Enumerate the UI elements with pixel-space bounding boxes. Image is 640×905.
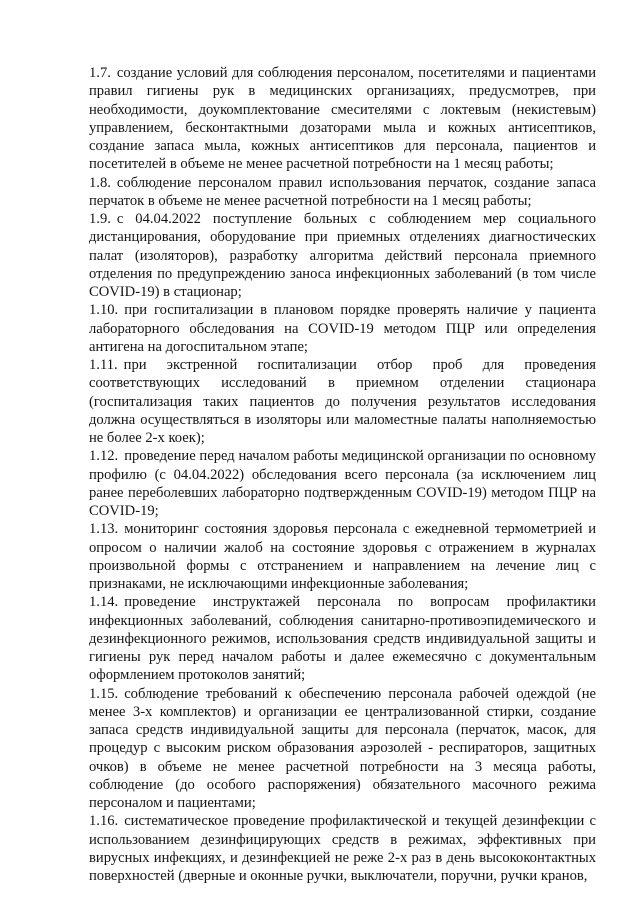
paragraph-number: 1.8. [89,174,111,191]
document-page [89,64,596,885]
paragraph-number: 1.15. [89,685,119,702]
paragraph-1-8 [89,174,596,211]
paragraph-1-9 [89,210,596,301]
paragraph-number: 1.9. [89,211,111,227]
paragraph-1-7 [89,64,596,174]
paragraph-text: проведение перед началом работы медицинской организации по основному профилю (с 04.04.2022) обследования всего персонала (за исключением лиц ранее переболевших лабораторно подтвержденным COVID-19) методом ПЦР на COVID-19; [89,448,596,519]
paragraph-number: 1.10. [89,302,119,319]
paragraph-text: создание условий для соблюдения персоналом, посетителями и пациентами правил гигиены рук в медицинских организациях, предусмотрев, при необходимости, доукомплектование смесителями с локтевым (некистевым) управлением, бесконтактными дозаторами мыла и кожных антисептиков, создание запаса мыла, кожных антисептиков для персонала, пациентов и посетителей в объеме не менее расчетной потребности на 1 месяц работы; [89,65,596,173]
paragraph-text: с 04.04.2022 поступление больных с соблюдением мер социального дистанцирования, оборудование при приемных отделениях диагностических палат (изоляторов), разработку алгоритма действий персонала приемного отделения по предупреждению заноса инфекционных заболеваний (в том числе COVID-19) в стационар; [89,211,596,300]
paragraph-1-14 [89,593,596,684]
paragraph-number: 1.11. [89,357,118,373]
paragraph-1-16 [89,812,596,885]
paragraph-number: 1.16. [89,813,119,830]
paragraph-text: при госпитализации в плановом порядке проверять наличие у пациента лабораторного обследования на COVID-19 методом ПЦР или определения антигена на догоспитальном этапе; [89,302,596,355]
paragraph-1-11 [89,356,596,447]
paragraph-text: при экстренной госпитализации отбор проб для проведения соответствующих исследований в приемном отделении стационара (госпитализация таких пациентов до получения результатов исследования должна осуществляться в изоляторы или маломестные палаты наполняемостью не более 2-х коек); [89,357,596,446]
paragraph-1-15 [89,685,596,813]
paragraph-text: проведение инструктажей персонала по вопросам профилактики инфекционных заболеваний, соблюдения санитарно-противоэпидемического и дезинфекционного режимов, использования средств индивидуальной защиты и гигиены рук перед началом работы и далее ежемесячно с документальным оформлением протоколов занятий; [89,594,596,684]
paragraph-1-13 [89,520,596,593]
paragraph-text: соблюдение персоналом правил использования перчаток, создание запаса перчаток в объеме не менее расчетной потребности на 1 месяц работы; [89,174,596,209]
paragraph-text: мониторинг состояния здоровья персонала с ежедневной термометрией и опросом о наличии жалоб на состояние здоровья с отражением в журналах произвольной формы с отстранением и направлением на лечение лиц с признаками, не исключающими инфекционные заболевания; [89,521,596,592]
paragraph-number: 1.13. [89,521,119,538]
paragraph-1-12 [89,447,596,520]
paragraph-text: систематическое проведение профилактической и текущей дезинфекции с использованием дезинфицирующих средств в режимах, эффективных при вирусных инфекциях, и дезинфекцией не реже 2-х раз в день высококонтактных поверхностей (дверные и оконные ручки, выключатели, поручни, ручки кранов, [89,813,596,884]
paragraph-number: 1.14. [89,594,119,611]
paragraph-1-10 [89,301,596,356]
paragraph-number: 1.7. [89,65,111,81]
paragraph-number: 1.12. [89,448,119,465]
paragraph-text: соблюдение требований к обеспечению персонала рабочей одеждой (не менее 3-х комплектов) и организации ее централизованной стирки, создание запаса средств индивидуальной защиты для персонала (перчаток, масок, для процедур с высоким риском образования аэрозолей - респираторов, защитных очков) в объеме не менее расчетной потребности на 3 месяца работы, соблюдение (до особого распоряжения) обязательного масочного режима персоналом и пациентами; [89,685,596,811]
